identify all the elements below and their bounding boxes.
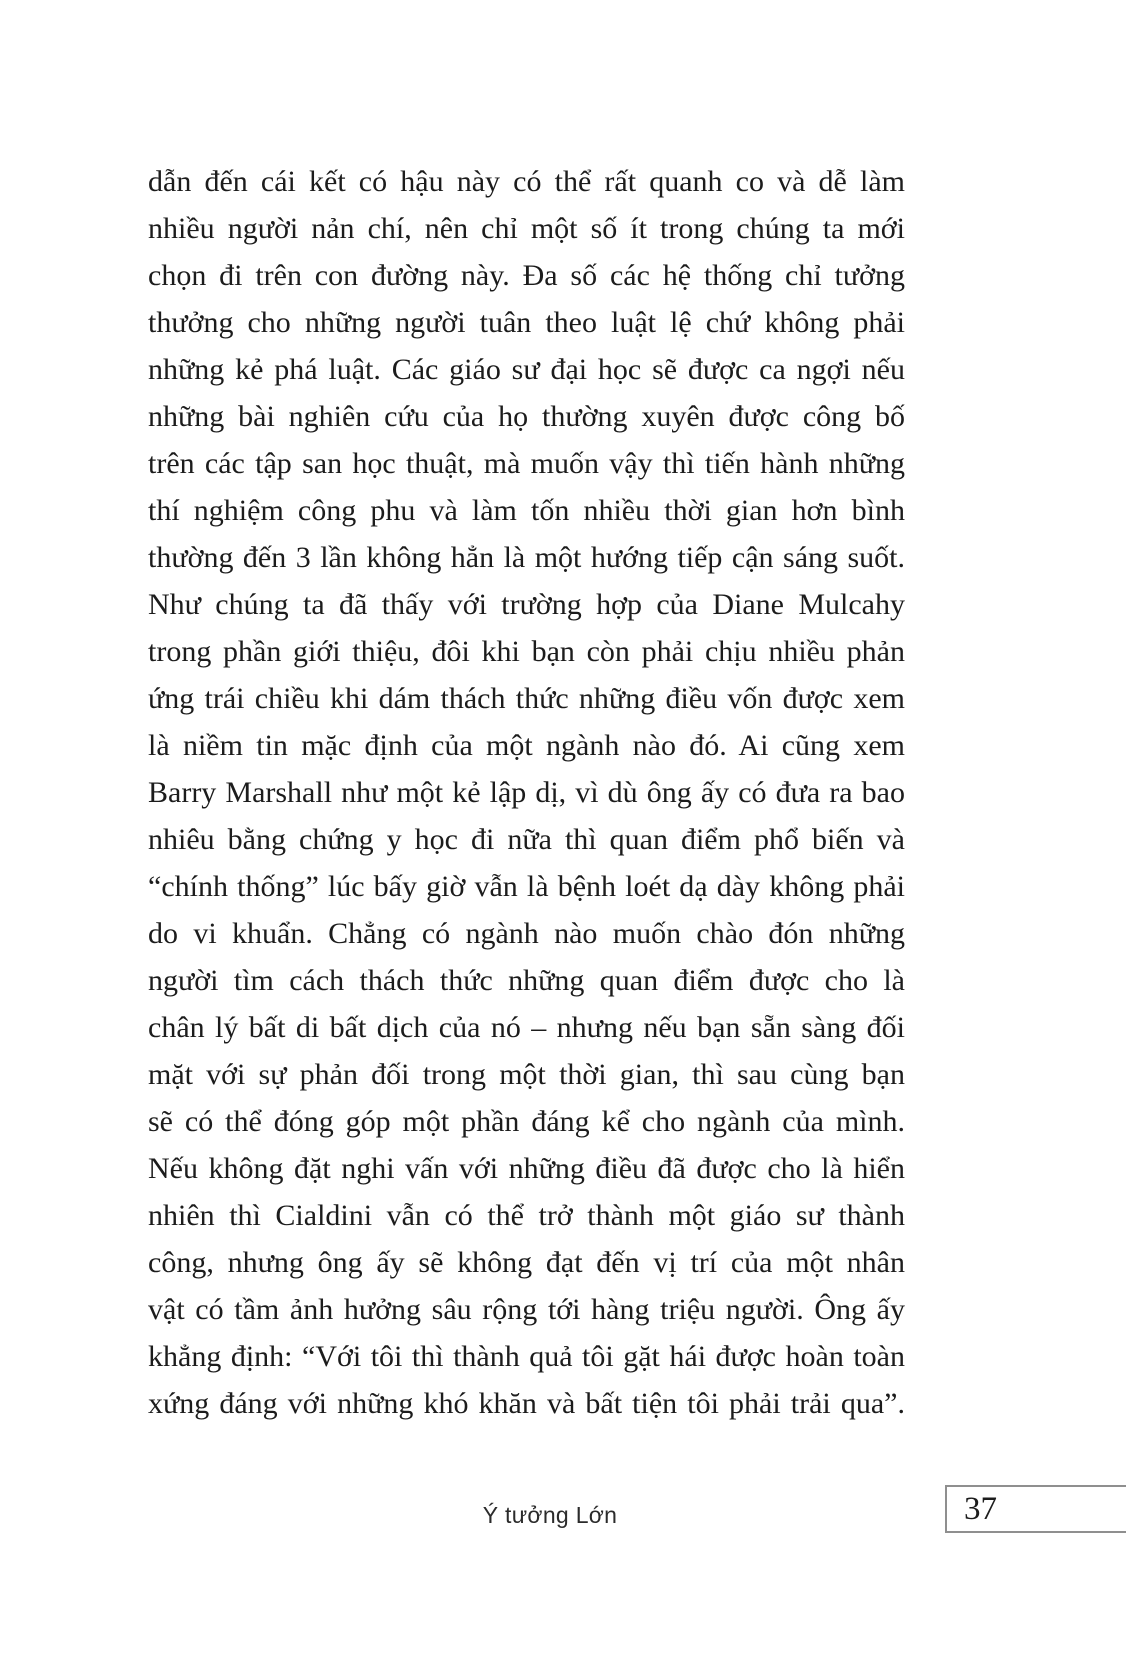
body-text-line: khẳng định: “Với tôi thì thành quả tôi gặt hái được hoàn toàn — [148, 1340, 905, 1373]
body-text-line: những bài nghiên cứu của họ thường xuyên được công bố — [148, 400, 905, 433]
body-text-line: thí nghiệm công phu và làm tốn nhiều thời gian hơn bình — [148, 494, 905, 527]
body-text-line: sẽ có thể đóng góp một phần đáng kể cho ngành của mình. — [148, 1105, 905, 1138]
body-text-line: “chính thống” lúc bấy giờ vẫn là bệnh loét dạ dày không phải — [148, 870, 905, 903]
body-text-line: chọn đi trên con đường này. Đa số các hệ thống chỉ tưởng — [148, 259, 905, 292]
page-number-box — [945, 1485, 1126, 1533]
page-number: 37 — [964, 1490, 997, 1527]
body-text-line: do vi khuẩn. Chẳng có ngành nào muốn chào đón những — [148, 917, 905, 950]
body-text-line: dẫn đến cái kết có hậu này có thể rất quanh co và dễ làm — [148, 165, 905, 198]
body-text-line: ứng trái chiều khi dám thách thức những điều vốn được xem — [148, 682, 905, 715]
body-text-line: trên các tập san học thuật, mà muốn vậy thì tiến hành những — [148, 447, 905, 480]
running-footer-title: Ý tưởng Lớn — [482, 1502, 618, 1528]
body-text-line: Như chúng ta đã thấy với trường hợp của Diane Mulcahy — [148, 588, 905, 621]
body-text-line: Nếu không đặt nghi vấn với những điều đã được cho là hiển — [148, 1152, 905, 1185]
body-text-line: nhiên thì Cialdini vẫn có thể trở thành một giáo sư thành — [148, 1199, 905, 1232]
body-text-line: nhiều người nản chí, nên chỉ một số ít trong chúng ta mới — [148, 212, 905, 245]
body-text-line: xứng đáng với những khó khăn và bất tiện tôi phải trải qua”. — [148, 1387, 905, 1420]
page-body-text — [148, 158, 905, 1427]
body-text-line: thưởng cho những người tuân theo luật lệ chứ không phải — [148, 306, 905, 339]
body-text-line: thường đến 3 lần không hẳn là một hướng tiếp cận sáng suốt. — [148, 541, 905, 574]
body-text-line: là niềm tin mặc định của một ngành nào đó. Ai cũng xem — [148, 729, 905, 762]
body-text-line: trong phần giới thiệu, đôi khi bạn còn phải chịu nhiều phản — [148, 635, 905, 668]
body-text-line: vật có tầm ảnh hưởng sâu rộng tới hàng triệu người. Ông ấy — [148, 1293, 905, 1326]
body-text-line: mặt với sự phản đối trong một thời gian, thì sau cùng bạn — [148, 1058, 905, 1091]
body-text-line: công, nhưng ông ấy sẽ không đạt đến vị trí của một nhân — [148, 1246, 905, 1279]
body-text-line: nhiêu bằng chứng y học đi nữa thì quan điểm phổ biến và — [148, 823, 905, 856]
body-text-line: Barry Marshall như một kẻ lập dị, vì dù ông ấy có đưa ra bao — [148, 776, 905, 809]
body-text-line: người tìm cách thách thức những quan điểm được cho là — [148, 964, 905, 997]
body-text-line: những kẻ phá luật. Các giáo sư đại học sẽ được ca ngợi nếu — [148, 353, 905, 386]
body-text-line: chân lý bất di bất dịch của nó – nhưng nếu bạn sẵn sàng đối — [148, 1011, 905, 1044]
